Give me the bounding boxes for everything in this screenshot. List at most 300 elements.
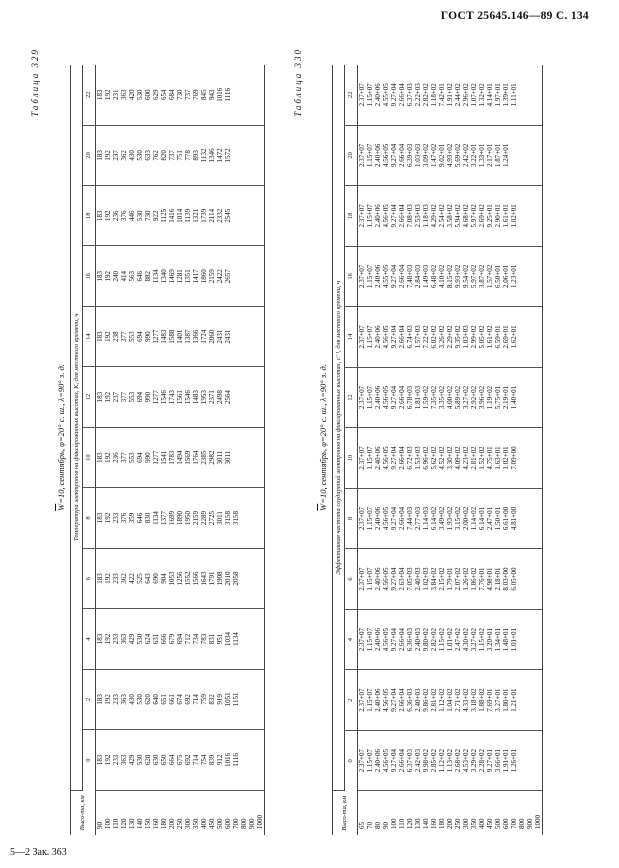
value-cell: 674 bbox=[176, 669, 184, 729]
height-cell: 100 bbox=[390, 818, 398, 829]
value-cell: 1321 bbox=[192, 186, 200, 246]
value-cell: 1.40+01 bbox=[510, 367, 518, 428]
value-cell: 6.78+03 bbox=[406, 367, 414, 428]
value-cell: 694 bbox=[136, 427, 144, 487]
hour-header: 12 bbox=[345, 367, 358, 428]
value-cell: 9.80+02 bbox=[422, 609, 430, 670]
hour-header: 2 bbox=[83, 669, 96, 729]
value-cell bbox=[518, 246, 526, 307]
value-cell: 9.25+01 bbox=[486, 186, 494, 247]
value-cell: 2159 bbox=[192, 488, 200, 548]
value-cell: 4.55+05 bbox=[382, 65, 390, 125]
value-cell: 2159 bbox=[208, 246, 216, 306]
value-cell: 6.36+03 bbox=[406, 670, 414, 731]
value-cell: 1.12+02 bbox=[438, 670, 446, 731]
value-cell bbox=[256, 306, 265, 366]
value-cell: 1469 bbox=[168, 246, 176, 306]
value-cell: 233 bbox=[112, 730, 120, 790]
value-cell bbox=[534, 730, 543, 791]
value-cell: 2.82+02 bbox=[422, 65, 430, 125]
value-cell: 1483 bbox=[192, 367, 200, 427]
value-cell: 1.03+03 bbox=[414, 125, 422, 186]
value-cell: 1.24+01 bbox=[502, 125, 510, 186]
value-cell: 6.39+03 bbox=[406, 125, 414, 186]
value-cell bbox=[232, 367, 240, 427]
table-row bbox=[494, 65, 502, 835]
value-cell: 2.19+01 bbox=[502, 367, 510, 428]
value-cell: 1.53+03 bbox=[414, 428, 422, 489]
page-footer: 5—2 Зак. 363 bbox=[10, 847, 67, 858]
value-cell: 600 bbox=[144, 65, 152, 125]
value-cell: 714 bbox=[192, 669, 200, 729]
value-cell: 7.22+02 bbox=[422, 307, 430, 368]
value-cell: 1.39+01 bbox=[502, 65, 510, 125]
value-cell: 1908 bbox=[216, 548, 224, 608]
value-cell: 359 bbox=[128, 488, 136, 548]
hour-header: 20 bbox=[345, 125, 358, 186]
value-cell: 692 bbox=[184, 669, 192, 729]
value-cell: 4.23+02 bbox=[462, 428, 470, 489]
value-cell: 951 bbox=[216, 609, 224, 669]
value-cell bbox=[518, 428, 526, 489]
value-cell: 1016 bbox=[216, 65, 224, 125]
value-cell bbox=[526, 670, 534, 731]
value-cell: 6.36+03 bbox=[406, 609, 414, 670]
value-cell: 5.94+02 bbox=[454, 186, 462, 247]
value-cell: 2058 bbox=[232, 548, 240, 608]
value-cell: 1.15+07 bbox=[366, 307, 374, 368]
height-cell: 140 bbox=[422, 818, 430, 829]
hour-header: 8 bbox=[83, 488, 96, 548]
value-cell: 2.40+06 bbox=[374, 670, 382, 731]
height-cell: 300 bbox=[184, 818, 192, 829]
value-cell: 679 bbox=[168, 609, 176, 669]
value-cell: 664 bbox=[168, 730, 176, 790]
table-row bbox=[104, 65, 112, 835]
value-cell: 2.40+06 bbox=[374, 367, 382, 428]
value-cell: 1.50+01 bbox=[494, 488, 502, 549]
value-cell: 183 bbox=[96, 186, 105, 246]
value-cell: 2.37+07 bbox=[358, 307, 367, 368]
value-cell: 7.42+01 bbox=[438, 65, 446, 125]
value-cell bbox=[518, 549, 526, 610]
value-cell bbox=[526, 186, 534, 247]
value-cell bbox=[240, 669, 248, 729]
hour-header: 18 bbox=[345, 186, 358, 247]
value-cell: 2.42+03 bbox=[414, 730, 422, 791]
value-cell: 233 bbox=[112, 609, 120, 669]
value-cell: 6.14+01 bbox=[478, 488, 486, 549]
value-cell: 6.05+00 bbox=[510, 549, 518, 610]
value-cell: 1116 bbox=[232, 730, 240, 790]
table-row bbox=[192, 65, 200, 835]
value-cell: 1.02+01 bbox=[502, 428, 510, 489]
value-cell: 9.27+04 bbox=[390, 428, 398, 489]
value-cell: 2.22+03 bbox=[414, 65, 422, 125]
value-cell bbox=[256, 186, 265, 246]
value-cell: 620 bbox=[144, 669, 152, 729]
value-cell: 2.47+01 bbox=[486, 488, 494, 549]
value-cell: 4.29+02 bbox=[430, 186, 438, 247]
value-cell: 2.40+06 bbox=[374, 307, 382, 368]
height-cell: 500 bbox=[494, 818, 502, 829]
value-cell: 694 bbox=[176, 609, 184, 669]
value-cell bbox=[240, 367, 248, 427]
value-cell: 1151 bbox=[232, 669, 240, 729]
value-cell: 7.09+00 bbox=[510, 428, 518, 489]
value-cell: 9.93+02 bbox=[454, 246, 462, 307]
value-cell: 640 bbox=[152, 669, 160, 729]
value-cell bbox=[248, 186, 256, 246]
value-cell bbox=[518, 367, 526, 428]
value-cell: 1588 bbox=[168, 306, 176, 366]
value-cell: 4.93+02 bbox=[446, 125, 454, 186]
value-cell bbox=[248, 548, 256, 608]
value-cell: 694 bbox=[136, 306, 144, 366]
value-cell bbox=[534, 488, 543, 549]
value-cell: 1.15+07 bbox=[366, 65, 374, 125]
value-cell: 9.35+02 bbox=[454, 307, 462, 368]
value-cell: 2.69+02 bbox=[478, 186, 486, 247]
value-cell: 183 bbox=[96, 609, 105, 669]
value-cell bbox=[526, 488, 534, 549]
table-row bbox=[216, 65, 224, 835]
value-cell: 2.00+02 bbox=[462, 488, 470, 549]
value-cell: 6.96+02 bbox=[422, 428, 430, 489]
value-cell: 4.56+05 bbox=[382, 186, 390, 247]
value-cell: 9.27+04 bbox=[390, 307, 398, 368]
value-cell: 3.27+02 bbox=[470, 609, 478, 670]
value-cell bbox=[526, 125, 534, 186]
value-cell: 2.47+02 bbox=[454, 609, 462, 670]
value-cell: 192 bbox=[104, 186, 112, 246]
value-cell: 651 bbox=[160, 669, 168, 729]
table-row bbox=[430, 65, 438, 835]
hour-header: 14 bbox=[83, 306, 96, 366]
value-cell: 759 bbox=[200, 669, 208, 729]
value-cell: 553 bbox=[128, 367, 136, 427]
value-cell: 2.37+07 bbox=[358, 125, 367, 186]
value-cell: 1.93+02 bbox=[446, 488, 454, 549]
table-row bbox=[406, 65, 414, 835]
value-cell: 2.17+01 bbox=[486, 125, 494, 186]
table-row bbox=[518, 65, 526, 835]
value-cell bbox=[534, 670, 543, 731]
value-cell: 1546 bbox=[184, 367, 192, 427]
value-cell bbox=[248, 125, 256, 185]
hour-header: 22 bbox=[83, 65, 96, 125]
value-cell: 893 bbox=[192, 125, 200, 185]
table-329-title: $\overline{W}=10$, сентябрь, φ=20° с. ш., λ=90° з. д. bbox=[56, 364, 66, 511]
value-cell: 839 bbox=[208, 730, 216, 790]
height-cell: 350 bbox=[470, 818, 478, 829]
value-cell: 7.35+02 bbox=[430, 367, 438, 428]
table-row bbox=[248, 65, 256, 835]
value-cell: 1116 bbox=[224, 65, 232, 125]
hour-header: 16 bbox=[345, 246, 358, 307]
table-row bbox=[232, 65, 240, 835]
value-cell: 1.34+01 bbox=[494, 609, 502, 670]
value-cell: 2332 bbox=[216, 186, 224, 246]
height-cell: 700 bbox=[510, 818, 518, 829]
value-cell: 2.82+02 bbox=[430, 609, 438, 670]
height-cell: 120 bbox=[120, 818, 128, 829]
value-cell: 1.02+01 bbox=[510, 186, 518, 247]
value-cell: 3011 bbox=[216, 427, 224, 487]
value-cell: 9.27+04 bbox=[390, 367, 398, 428]
value-cell bbox=[240, 730, 248, 790]
value-cell: 675 bbox=[176, 730, 184, 790]
value-cell: 2.84+03 bbox=[414, 246, 422, 307]
height-cell: 65 bbox=[358, 822, 366, 829]
value-cell: 2545 bbox=[224, 186, 232, 246]
value-cell: 1.13+02 bbox=[446, 730, 454, 791]
value-cell: 2.40+06 bbox=[374, 428, 382, 489]
value-cell bbox=[256, 488, 265, 548]
value-cell: 376 bbox=[120, 488, 128, 548]
value-cell: 7.69+01 bbox=[486, 670, 494, 731]
value-cell: 7.08+03 bbox=[406, 186, 414, 247]
value-cell bbox=[526, 65, 534, 125]
value-cell: 769 bbox=[192, 65, 200, 125]
value-cell: 1.32+02 bbox=[478, 65, 486, 125]
value-cell: 1.26+02 bbox=[462, 549, 470, 610]
value-cell: 363 bbox=[120, 609, 128, 669]
value-cell: 3.35+02 bbox=[438, 367, 446, 428]
value-cell: 1051 bbox=[224, 669, 232, 729]
hour-header: 10 bbox=[345, 428, 358, 489]
value-cell: 4.56+05 bbox=[382, 428, 390, 489]
value-cell: 3.22+01 bbox=[470, 125, 478, 186]
value-cell: 1134 bbox=[152, 246, 160, 306]
value-cell: 1791 bbox=[208, 548, 216, 608]
value-cell: 1.02+03 bbox=[422, 549, 430, 610]
value-cell: 990 bbox=[144, 367, 152, 427]
value-cell bbox=[518, 125, 526, 186]
value-cell: 1134 bbox=[152, 488, 160, 548]
value-cell: 6.59+01 bbox=[494, 307, 502, 368]
value-cell: 8.03+00 bbox=[502, 549, 510, 610]
value-cell: 631 bbox=[152, 609, 160, 669]
value-cell: 530 bbox=[136, 609, 144, 669]
table-row bbox=[422, 65, 430, 835]
table-row bbox=[168, 65, 176, 835]
value-cell: 832 bbox=[208, 669, 216, 729]
value-cell: 1256 bbox=[176, 548, 184, 608]
value-cell: 1.15+07 bbox=[366, 246, 374, 307]
value-cell: 1569 bbox=[184, 427, 192, 487]
value-cell: 783 bbox=[200, 609, 208, 669]
value-cell: 1016 bbox=[224, 730, 232, 790]
value-cell: 1366 bbox=[192, 306, 200, 366]
value-cell: 1377 bbox=[160, 488, 168, 548]
value-cell: 2.37+07 bbox=[358, 186, 367, 247]
value-cell bbox=[240, 186, 248, 246]
value-cell: 778 bbox=[184, 125, 192, 185]
table-329-caption: Температура электронов на фиксированных высотах, К, для местного времени, ч bbox=[71, 65, 83, 790]
height-cell: 450 bbox=[486, 818, 494, 829]
value-cell: 737 bbox=[184, 65, 192, 125]
value-cell: 1.18+03 bbox=[422, 186, 430, 247]
value-cell bbox=[534, 125, 543, 186]
value-cell bbox=[518, 730, 526, 791]
value-cell: 446 bbox=[128, 186, 136, 246]
table-row bbox=[152, 65, 160, 835]
height-cell: 300 bbox=[462, 818, 470, 829]
table-row bbox=[200, 65, 208, 835]
value-cell: 5.97+02 bbox=[470, 246, 478, 307]
value-cell bbox=[248, 669, 256, 729]
value-cell: 654 bbox=[160, 65, 168, 125]
value-cell: 1351 bbox=[184, 246, 192, 306]
value-cell bbox=[518, 670, 526, 731]
hour-header: 20 bbox=[83, 125, 96, 185]
height-cell: 450 bbox=[208, 818, 216, 829]
value-cell: 1541 bbox=[160, 427, 168, 487]
hour-header: 14 bbox=[345, 307, 358, 368]
value-cell: 1281 bbox=[176, 246, 184, 306]
value-cell: 3.20+01 bbox=[486, 609, 494, 670]
value-cell bbox=[232, 306, 240, 366]
value-cell: 1.15+07 bbox=[366, 670, 374, 731]
value-cell: 1.04+02 bbox=[446, 670, 454, 731]
value-cell bbox=[518, 65, 526, 125]
value-cell: 922 bbox=[152, 186, 160, 246]
value-cell bbox=[240, 65, 248, 125]
value-cell: 830 bbox=[144, 488, 152, 548]
value-cell bbox=[248, 306, 256, 366]
value-cell: 4.52+02 bbox=[438, 428, 446, 489]
value-cell: 530 bbox=[136, 65, 144, 125]
value-cell: 363 bbox=[120, 669, 128, 729]
value-cell: 919 bbox=[216, 669, 224, 729]
value-cell: 377 bbox=[120, 367, 128, 427]
height-cell: 100 bbox=[104, 818, 112, 829]
value-cell bbox=[526, 307, 534, 368]
value-cell bbox=[256, 246, 265, 306]
height-cell: 1000 bbox=[256, 790, 265, 835]
value-cell: 629 bbox=[152, 65, 160, 125]
value-cell: 1.19+02 bbox=[486, 367, 494, 428]
value-cell: 1.14+02 bbox=[470, 488, 478, 549]
value-cell bbox=[248, 65, 256, 125]
value-cell: 1.14+03 bbox=[422, 488, 430, 549]
value-cell: 1034 bbox=[224, 609, 232, 669]
height-cell: 600 bbox=[224, 818, 232, 829]
value-cell: 2.29+02 bbox=[446, 307, 454, 368]
value-cell: 9.27+04 bbox=[390, 246, 398, 307]
value-cell: 3.96+02 bbox=[478, 367, 486, 428]
value-cell: 1277 bbox=[152, 367, 160, 427]
value-cell: 620 bbox=[144, 730, 152, 790]
value-cell: 7.05+03 bbox=[406, 549, 414, 610]
value-cell bbox=[248, 488, 256, 548]
value-cell: 1.61+02 bbox=[486, 307, 494, 368]
value-cell: 2982 bbox=[208, 427, 216, 487]
table-row bbox=[112, 65, 120, 835]
value-cell: 183 bbox=[96, 367, 105, 427]
value-cell: 1.15+07 bbox=[366, 125, 374, 186]
value-cell: 362 bbox=[120, 548, 128, 608]
value-cell: 9.98+02 bbox=[422, 730, 430, 791]
value-cell bbox=[526, 428, 534, 489]
height-header: Высо-та, км bbox=[71, 790, 96, 835]
table-row bbox=[390, 65, 398, 835]
value-cell: 4.33+02 bbox=[462, 670, 470, 731]
value-cell: 2114 bbox=[208, 186, 216, 246]
value-cell: 694 bbox=[136, 367, 144, 427]
height-cell: 200 bbox=[446, 818, 454, 829]
height-cell: 140 bbox=[136, 818, 144, 829]
table-row bbox=[176, 65, 184, 835]
value-cell: 1.79+01 bbox=[446, 549, 454, 610]
height-cell: 130 bbox=[128, 818, 136, 829]
value-cell: 1401 bbox=[176, 306, 184, 366]
value-cell: 2.40+03 bbox=[414, 549, 422, 610]
value-cell: 2.66+04 bbox=[398, 730, 406, 791]
value-cell: 2.37+07 bbox=[358, 549, 367, 610]
value-cell bbox=[232, 125, 240, 185]
value-cell: 904 bbox=[160, 548, 168, 608]
value-cell: 2060 bbox=[208, 306, 216, 366]
value-cell: 4.14+01 bbox=[486, 65, 494, 125]
value-cell bbox=[240, 246, 248, 306]
value-cell: 5.75+01 bbox=[494, 367, 502, 428]
value-cell bbox=[534, 609, 543, 670]
value-cell: 2.40+06 bbox=[374, 488, 382, 549]
table-329 bbox=[70, 65, 265, 835]
value-cell: 3011 bbox=[216, 488, 224, 548]
height-cell: 120 bbox=[406, 818, 414, 829]
height-cell: 80 bbox=[374, 822, 382, 829]
value-cell: 882 bbox=[144, 246, 152, 306]
value-cell: 2.54+02 bbox=[438, 186, 446, 247]
value-cell: 530 bbox=[136, 186, 144, 246]
value-cell: 6.37+03 bbox=[406, 65, 414, 125]
value-cell: 183 bbox=[96, 427, 105, 487]
value-cell: 2.53+03 bbox=[414, 186, 422, 247]
value-cell: 238 bbox=[112, 306, 120, 366]
height-cell: 250 bbox=[454, 818, 462, 829]
value-cell: 9.27+04 bbox=[390, 488, 398, 549]
value-cell: 1743 bbox=[168, 367, 176, 427]
table-row bbox=[366, 65, 374, 835]
height-cell: 160 bbox=[152, 818, 160, 829]
height-cell: 70 bbox=[366, 822, 374, 829]
height-cell: 110 bbox=[112, 818, 120, 829]
value-cell: 9.27+04 bbox=[390, 65, 398, 125]
value-cell: 1.97+01 bbox=[494, 65, 502, 125]
value-cell: 5.89+02 bbox=[454, 367, 462, 428]
height-cell: 1000 bbox=[534, 791, 543, 835]
value-cell: 1.01+02 bbox=[446, 609, 454, 670]
value-cell bbox=[510, 125, 518, 186]
value-cell: 2.69+01 bbox=[502, 307, 510, 368]
table-330-label: Таблица 330 bbox=[293, 48, 303, 117]
value-cell: 192 bbox=[104, 609, 112, 669]
value-cell: 3.27+01 bbox=[494, 670, 502, 731]
value-cell: 2.40+06 bbox=[374, 65, 382, 125]
value-cell: 1.15+07 bbox=[366, 609, 374, 670]
value-cell: 3.09+02 bbox=[422, 125, 430, 186]
table-row bbox=[224, 65, 232, 835]
value-cell: 1053 bbox=[168, 548, 176, 608]
value-cell: 2.68+02 bbox=[454, 730, 462, 791]
value-cell: 183 bbox=[96, 246, 105, 306]
value-cell: 183 bbox=[96, 669, 105, 729]
value-cell bbox=[232, 65, 240, 125]
value-cell: 2.66+04 bbox=[398, 246, 406, 307]
